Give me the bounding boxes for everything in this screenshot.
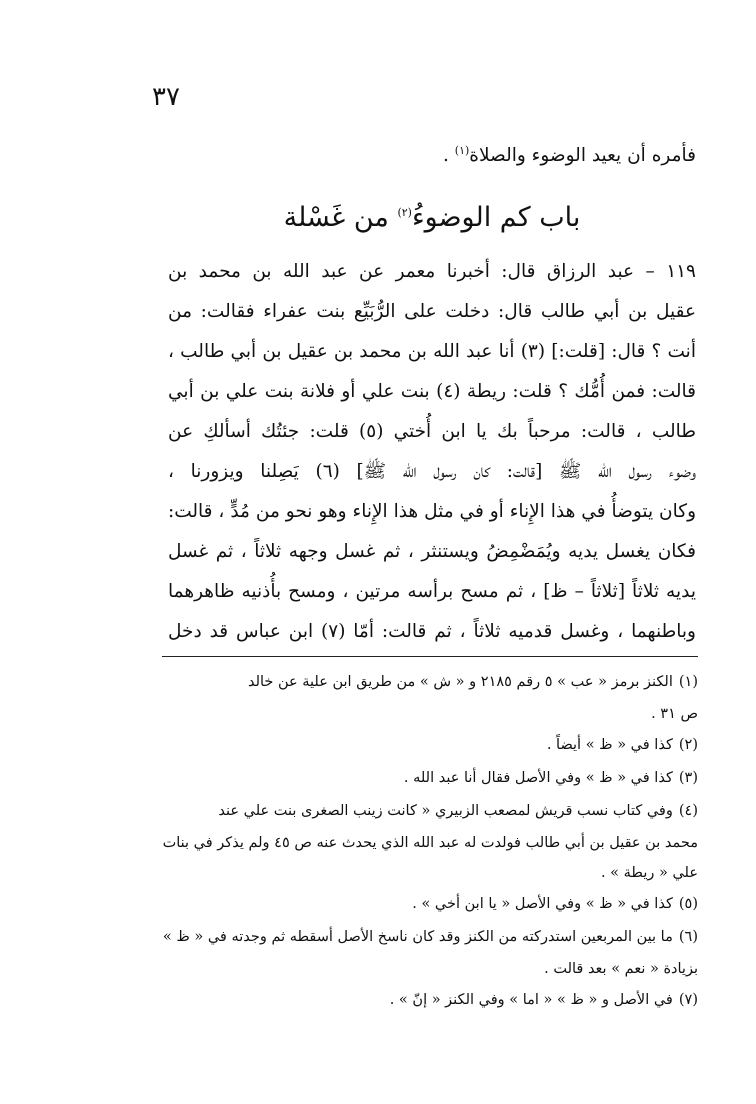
hadith-line: وضوء رسول الله ﷺ [قالت: كان رسول الله ﷺ] (٦) يَصِلنا ويزورنا ، [168,461,697,482]
intro-text: فأمره أن يعيد الوضوء والصلاة [469,145,696,166]
footnote-number: (٣) [678,770,698,786]
footnote [162,984,698,1017]
footnote-text: ص ٣١ . [651,706,698,722]
footnote-number: (٢) [678,737,698,753]
footnote-text: كذا في « ظ » وفي الأصل « يا ابن أخي » . [412,896,673,912]
chapter-title [168,196,696,240]
footnote-text: علي « ريطة » . [600,865,698,881]
hadith-text [168,252,696,652]
footnote-text: كذا في « ظ » أيضاً . [546,737,673,753]
footnote [162,888,698,921]
footnote-divider [162,656,698,657]
hadith-line: يديه ثلاثاً [ثلاثاً – ظ] ، ثم مسح برأسه مرتين ، ومسح بأُذنيه ظاهرهما [168,581,696,602]
hadith-line: وباطنهما ، وغسل قدميه ثلاثاً ، ثم قالت: أمّا (٧) ابن عباس قد دخل [168,621,696,642]
footnote-continuation [162,828,698,858]
footnote-ref-1: (١) [454,143,470,157]
footnote-text: ما بين المربعين استدركته من الكنز وقد كان ناسخ الأصل أسقطه ثم وجدته في « ظ » [162,929,673,945]
footnote-ref-2: (٢) [397,206,412,219]
hadith-line: وكان يتوضأُ في هذا الإِناء أو في مثل هذا الإِناء وهو نحو من مُدٍّ ، قالت: [168,501,696,522]
footnote-number: (٤) [678,803,698,819]
footnote [162,921,698,954]
footnote-text: بزيادة « نعم » بعد قالت . [544,961,698,977]
footnote-text: في الأصل و « ظ » « اما » وفي الكنز « إنّ » . [389,992,673,1008]
intro-end: . [443,145,455,166]
footnote-number: (٥) [678,896,698,912]
hadith-line: ١١٩ – عبد الرزاق قال: أخبرنا معمر عن عبد الله بن محمد بن [168,261,696,282]
footnote-number: (٧) [678,992,698,1008]
page-number: ٣٧ [152,82,180,112]
hadith-line: قالت: فمن أُمُّك ؟ قلت: ريطة (٤) بنت علي أو فلانة بنت علي بن أبي [168,381,696,402]
hadith-line: عقيل بن أبي طالب قال: دخلت على الرُّبَيِّع بنت عفراء فقالت: من [168,301,696,322]
footnote [162,729,698,762]
hadith-line: طالب ، قالت: مرحباً بك يا ابن أُختي (٥) قلت: جئتُك أسألكِ عن [168,421,696,442]
footnotes [162,666,698,1017]
footnote-number: (٦) [678,929,698,945]
footnote-continuation [162,954,698,984]
hadith-line: فكان يغسل يديه ويُمَضْمِضُ ويستنثر ، ثم غسل وجهه ثلاثاً ، ثم غسل [168,541,696,562]
footnote [162,762,698,795]
footnote-text: وفي كتاب نسب قريش لمصعب الزبيري « كانت زينب الصغرى بنت علي عند [218,803,673,819]
chapter-title-after: من غَسْلة [283,202,389,233]
intro-line [168,136,696,176]
footnote-text: محمد بن عقيل بن أبي طالب فولدت له عبد الله الذي يحدث عنه ص ٤٥ ولم يذكر في بنات [162,835,698,851]
footnote-text: الكنز برمز « عب » ٥ رقم ٢١٨٥ و « ش » من طريق ابن علية عن خالد [247,674,673,690]
hadith-line: أنت ؟ قال: [قلت:] (٣) أنا عبد الله بن محمد بن عقيل بن أبي طالب ، [168,341,696,362]
footnote [162,666,698,699]
chapter-title-before: باب كم الوضوءُ [411,202,581,233]
footnote [162,795,698,828]
footnote-text: كذا في « ظ » وفي الأصل فقال أنا عبد الله . [403,770,673,786]
footnote-continuation [162,858,698,888]
footnote-continuation [162,699,698,729]
footnote-number: (١) [678,674,698,690]
